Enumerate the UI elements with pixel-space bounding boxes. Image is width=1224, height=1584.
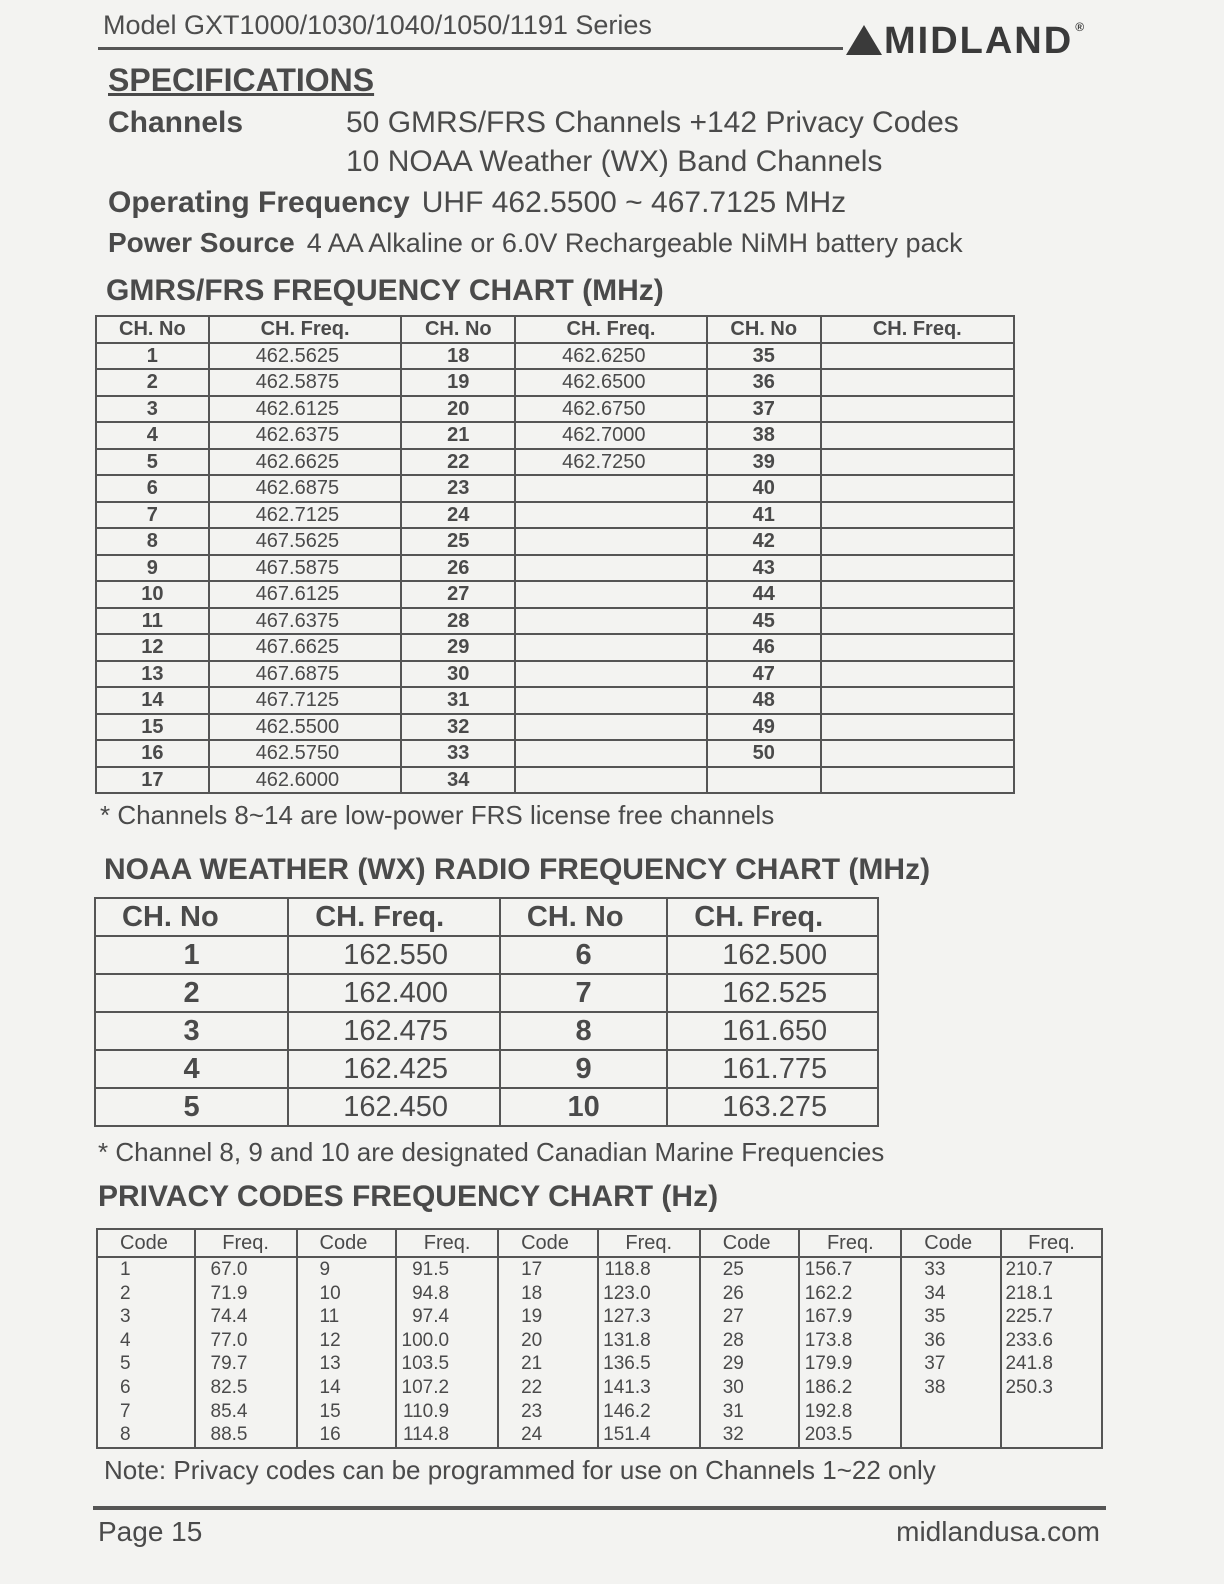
frequency-cell	[821, 369, 1014, 396]
frequency-cell: 162.475	[288, 1012, 500, 1050]
channel-cell: 31	[401, 687, 515, 714]
frequency-cell: 467.7125	[209, 687, 402, 714]
channel-cell: 9	[96, 555, 209, 582]
channel-cell: 40	[707, 475, 821, 502]
noaa-header-cell: CH. Freq.	[667, 898, 878, 936]
privacy-header-cell: Code	[901, 1229, 1001, 1257]
frequency-cell: 179.9	[799, 1352, 901, 1376]
channel-cell: 7	[97, 1400, 195, 1424]
channel-cell: 10	[96, 581, 209, 608]
channel-cell: 45	[707, 608, 821, 635]
channel-cell: 6	[97, 1376, 195, 1400]
frequency-cell	[515, 661, 707, 688]
gmrs-frequency-table	[95, 315, 1015, 794]
channel-cell: 30	[401, 661, 515, 688]
table-row	[95, 1088, 878, 1126]
frequency-cell: 82.5	[195, 1376, 297, 1400]
frequency-cell: 71.9	[195, 1282, 297, 1306]
frequency-cell	[515, 714, 707, 741]
frequency-cell	[821, 608, 1014, 635]
frequency-cell: 462.6750	[515, 396, 707, 423]
table-row	[96, 343, 1014, 370]
channel-cell: 33	[901, 1257, 1001, 1282]
channel-cell: 10	[500, 1088, 667, 1126]
channel-cell: 38	[901, 1376, 1001, 1400]
privacy-header-cell: Code	[700, 1229, 800, 1257]
power-source-value: 4 AA Alkaline or 6.0V Rechargeable NiMH battery pack	[306, 228, 963, 258]
frequency-cell: 91.5	[396, 1257, 498, 1282]
channel-cell: 21	[498, 1352, 598, 1376]
channel-cell: 42	[707, 528, 821, 555]
table-row	[97, 1305, 1102, 1329]
frequency-cell: 136.5	[598, 1352, 700, 1376]
channel-cell: 2	[95, 974, 288, 1012]
channel-cell: 16	[297, 1423, 397, 1448]
frequency-cell: 192.8	[799, 1400, 901, 1424]
channel-cell: 26	[700, 1282, 800, 1306]
channel-cell: 9	[297, 1257, 397, 1282]
channel-cell: 1	[96, 343, 209, 370]
noaa-footnote: * Channel 8, 9 and 10 are designated Canadian Marine Frequencies	[98, 1137, 885, 1167]
channel-cell: 22	[498, 1376, 598, 1400]
channel-cell: 12	[96, 634, 209, 661]
frequency-cell: 462.5625	[209, 343, 402, 370]
operating-frequency-row	[108, 186, 846, 220]
frequency-cell: 173.8	[799, 1329, 901, 1353]
frequency-cell: 462.6625	[209, 449, 402, 476]
table-row	[95, 936, 878, 974]
frequency-cell: 94.8	[396, 1282, 498, 1306]
table-row	[96, 634, 1014, 661]
channel-cell: 32	[700, 1423, 800, 1448]
frequency-cell: 162.500	[667, 936, 878, 974]
frequency-cell: 74.4	[195, 1305, 297, 1329]
frequency-cell: 167.9	[799, 1305, 901, 1329]
channel-cell: 3	[95, 1012, 288, 1050]
footer-rule	[93, 1506, 1106, 1510]
channel-cell: 12	[297, 1329, 397, 1353]
frequency-cell: 141.3	[598, 1376, 700, 1400]
noaa-chart-title: NOAA WEATHER (WX) RADIO FREQUENCY CHART (MHz)	[104, 853, 931, 886]
frequency-cell: 467.6125	[209, 581, 402, 608]
channel-cell: 25	[700, 1257, 800, 1282]
privacy-codes-table	[96, 1228, 1103, 1449]
channel-cell: 23	[401, 475, 515, 502]
privacy-chart-title: PRIVACY CODES FREQUENCY CHART (Hz)	[98, 1180, 719, 1213]
table-row	[97, 1376, 1102, 1400]
frequency-cell: 467.6375	[209, 608, 402, 635]
table-row	[95, 1012, 878, 1050]
channel-cell: 4	[96, 422, 209, 449]
privacy-header-cell: Freq.	[396, 1229, 498, 1257]
gmrs-header-cell: CH. Freq.	[209, 316, 402, 343]
channel-cell: 7	[96, 502, 209, 529]
channel-cell: 29	[401, 634, 515, 661]
table-row	[96, 502, 1014, 529]
frequency-cell	[515, 528, 707, 555]
frequency-cell: 462.6375	[209, 422, 402, 449]
frequency-cell	[1001, 1400, 1102, 1424]
table-row	[96, 475, 1014, 502]
frequency-cell: 123.0	[598, 1282, 700, 1306]
frequency-cell: 156.7	[799, 1257, 901, 1282]
channel-cell: 27	[401, 581, 515, 608]
channel-cell: 8	[500, 1012, 667, 1050]
page-number: Page 15	[98, 1516, 203, 1547]
frequency-cell	[515, 767, 707, 794]
frequency-cell: 233.6	[1001, 1329, 1102, 1353]
channels-label: Channels	[108, 106, 244, 139]
channel-cell: 29	[700, 1352, 800, 1376]
gmrs-chart-title: GMRS/FRS FREQUENCY CHART (MHz)	[106, 274, 664, 307]
table-row	[96, 767, 1014, 794]
channel-cell: 46	[707, 634, 821, 661]
channels-value-line1: 50 GMRS/FRS Channels +142 Privacy Codes	[346, 106, 959, 139]
frequency-cell: 218.1	[1001, 1282, 1102, 1306]
privacy-header-cell: Freq.	[598, 1229, 700, 1257]
frequency-cell	[821, 767, 1014, 794]
power-source-row	[108, 227, 963, 259]
table-row	[96, 555, 1014, 582]
frequency-cell: 85.4	[195, 1400, 297, 1424]
frequency-cell	[515, 581, 707, 608]
registered-mark: ®	[1075, 20, 1087, 34]
frequency-cell: 241.8	[1001, 1352, 1102, 1376]
frequency-cell: 110.9	[396, 1400, 498, 1424]
frequency-cell	[821, 422, 1014, 449]
channel-cell: 13	[96, 661, 209, 688]
privacy-note: Note: Privacy codes can be programmed for use on Channels 1~22 only	[104, 1455, 936, 1485]
channel-cell: 26	[401, 555, 515, 582]
channel-cell: 17	[96, 767, 209, 794]
channel-cell: 3	[96, 396, 209, 423]
channel-cell: 10	[297, 1282, 397, 1306]
table-row	[96, 422, 1014, 449]
channel-cell: 28	[700, 1329, 800, 1353]
privacy-header-cell: Freq.	[799, 1229, 901, 1257]
channel-cell: 14	[96, 687, 209, 714]
frequency-cell	[821, 740, 1014, 767]
frequency-cell: 250.3	[1001, 1376, 1102, 1400]
table-row	[97, 1257, 1102, 1282]
frequency-cell	[1001, 1423, 1102, 1448]
channel-cell: 8	[96, 528, 209, 555]
channel-cell: 15	[297, 1400, 397, 1424]
channel-cell: 2	[96, 369, 209, 396]
channel-cell: 33	[401, 740, 515, 767]
channel-cell: 14	[297, 1376, 397, 1400]
frequency-cell: 127.3	[598, 1305, 700, 1329]
channel-cell: 36	[707, 369, 821, 396]
frequency-cell: 79.7	[195, 1352, 297, 1376]
noaa-header-cell: CH. Freq.	[288, 898, 500, 936]
frequency-cell	[821, 555, 1014, 582]
channel-cell: 39	[707, 449, 821, 476]
frequency-cell: 462.6125	[209, 396, 402, 423]
channel-cell: 47	[707, 661, 821, 688]
channel-cell: 24	[498, 1423, 598, 1448]
channel-cell: 5	[96, 449, 209, 476]
noaa-header-row	[95, 898, 878, 936]
privacy-body	[97, 1257, 1102, 1448]
channel-cell: 22	[401, 449, 515, 476]
frequency-cell: 162.450	[288, 1088, 500, 1126]
channel-cell: 16	[96, 740, 209, 767]
table-row	[95, 1050, 878, 1088]
table-row	[96, 581, 1014, 608]
channel-cell: 5	[97, 1352, 195, 1376]
frequency-cell: 146.2	[598, 1400, 700, 1424]
frequency-cell	[821, 475, 1014, 502]
frequency-cell	[821, 528, 1014, 555]
table-row	[96, 449, 1014, 476]
frequency-cell	[515, 475, 707, 502]
frequency-cell: 462.7250	[515, 449, 707, 476]
table-row	[97, 1423, 1102, 1448]
channel-cell: 20	[401, 396, 515, 423]
channel-cell: 24	[401, 502, 515, 529]
frequency-cell	[821, 714, 1014, 741]
frequency-cell: 161.650	[667, 1012, 878, 1050]
frequency-cell	[515, 608, 707, 635]
channel-cell: 30	[700, 1376, 800, 1400]
frequency-cell	[821, 502, 1014, 529]
channel-cell	[707, 767, 821, 794]
frequency-cell	[515, 740, 707, 767]
channel-cell: 19	[498, 1305, 598, 1329]
frequency-cell: 462.6000	[209, 767, 402, 794]
frequency-cell	[821, 396, 1014, 423]
channel-cell: 6	[96, 475, 209, 502]
channel-cell: 6	[500, 936, 667, 974]
channel-cell: 11	[96, 608, 209, 635]
channel-cell: 36	[901, 1329, 1001, 1353]
table-row	[95, 974, 878, 1012]
frequency-cell: 203.5	[799, 1423, 901, 1448]
channel-cell: 34	[901, 1282, 1001, 1306]
frequency-cell: 210.7	[1001, 1257, 1102, 1282]
channel-cell: 43	[707, 555, 821, 582]
frequency-cell: 107.2	[396, 1376, 498, 1400]
frequency-cell: 118.8	[598, 1257, 700, 1282]
gmrs-footnote: * Channels 8~14 are low-power FRS license free channels	[100, 800, 775, 830]
channel-cell	[901, 1400, 1001, 1424]
channel-cell: 1	[95, 936, 288, 974]
channel-cell: 28	[401, 608, 515, 635]
frequency-cell	[515, 555, 707, 582]
frequency-cell: 467.5625	[209, 528, 402, 555]
channel-cell: 19	[401, 369, 515, 396]
table-row	[97, 1282, 1102, 1306]
channel-cell: 35	[707, 343, 821, 370]
frequency-cell: 467.6625	[209, 634, 402, 661]
privacy-header-row	[97, 1229, 1102, 1257]
channel-cell: 49	[707, 714, 821, 741]
channel-cell: 41	[707, 502, 821, 529]
channel-cell: 4	[97, 1329, 195, 1353]
channel-cell: 5	[95, 1088, 288, 1126]
frequency-cell: 88.5	[195, 1423, 297, 1448]
frequency-cell: 100.0	[396, 1329, 498, 1353]
operating-frequency-label: Operating Frequency	[108, 186, 410, 219]
table-row	[96, 396, 1014, 423]
frequency-cell: 162.2	[799, 1282, 901, 1306]
channel-cell: 25	[401, 528, 515, 555]
channel-cell: 32	[401, 714, 515, 741]
table-row	[96, 608, 1014, 635]
channel-cell: 34	[401, 767, 515, 794]
gmrs-header-cell: CH. No	[96, 316, 209, 343]
frequency-cell: 186.2	[799, 1376, 901, 1400]
frequency-cell	[515, 687, 707, 714]
channel-cell: 18	[401, 343, 515, 370]
midland-logo	[846, 20, 1086, 63]
table-row	[96, 528, 1014, 555]
frequency-cell: 67.0	[195, 1257, 297, 1282]
channel-cell: 15	[96, 714, 209, 741]
frequency-cell: 162.550	[288, 936, 500, 974]
channel-cell: 20	[498, 1329, 598, 1353]
channel-cell: 44	[707, 581, 821, 608]
table-row	[96, 661, 1014, 688]
channel-cell: 37	[901, 1352, 1001, 1376]
privacy-header-cell: Code	[498, 1229, 598, 1257]
channel-cell: 50	[707, 740, 821, 767]
frequency-cell: 462.5500	[209, 714, 402, 741]
frequency-cell	[821, 343, 1014, 370]
specifications-heading: SPECIFICATIONS	[108, 62, 375, 98]
frequency-cell: 163.275	[667, 1088, 878, 1126]
channel-cell: 3	[97, 1305, 195, 1329]
gmrs-header-cell: CH. No	[401, 316, 515, 343]
frequency-cell: 114.8	[396, 1423, 498, 1448]
table-row	[97, 1352, 1102, 1376]
frequency-cell: 462.5750	[209, 740, 402, 767]
table-row	[96, 369, 1014, 396]
frequency-cell	[821, 661, 1014, 688]
frequency-cell: 162.400	[288, 974, 500, 1012]
frequency-cell: 103.5	[396, 1352, 498, 1376]
channel-cell: 23	[498, 1400, 598, 1424]
website-url: midlandusa.com	[896, 1516, 1100, 1547]
channel-cell: 17	[498, 1257, 598, 1282]
channel-cell: 9	[500, 1050, 667, 1088]
table-row	[96, 687, 1014, 714]
privacy-header-cell: Code	[297, 1229, 397, 1257]
table-row	[96, 740, 1014, 767]
channel-cell: 37	[707, 396, 821, 423]
channel-cell: 7	[500, 974, 667, 1012]
power-source-label: Power Source	[108, 227, 295, 258]
frequency-cell: 467.5875	[209, 555, 402, 582]
gmrs-header-row	[96, 316, 1014, 343]
frequency-cell	[515, 634, 707, 661]
header-rule	[98, 47, 843, 50]
frequency-cell: 462.6500	[515, 369, 707, 396]
noaa-header-cell: CH. No	[500, 898, 667, 936]
gmrs-body	[96, 343, 1014, 794]
channels-value-line2: 10 NOAA Weather (WX) Band Channels	[346, 145, 883, 178]
table-row	[96, 714, 1014, 741]
frequency-cell	[821, 687, 1014, 714]
frequency-cell	[821, 449, 1014, 476]
table-row	[97, 1329, 1102, 1353]
channel-cell: 31	[700, 1400, 800, 1424]
privacy-header-cell: Freq.	[195, 1229, 297, 1257]
gmrs-header-cell: CH. Freq.	[515, 316, 707, 343]
frequency-cell: 462.6250	[515, 343, 707, 370]
frequency-cell: 462.7125	[209, 502, 402, 529]
gmrs-header-cell: CH. No	[707, 316, 821, 343]
gmrs-header-cell: CH. Freq.	[821, 316, 1014, 343]
frequency-cell	[515, 502, 707, 529]
noaa-header-cell: CH. No	[95, 898, 288, 936]
channel-cell: 35	[901, 1305, 1001, 1329]
channel-cell: 18	[498, 1282, 598, 1306]
midland-logo-icon	[846, 25, 882, 55]
channel-cell	[901, 1423, 1001, 1448]
frequency-cell: 161.775	[667, 1050, 878, 1088]
noaa-frequency-table	[94, 897, 879, 1127]
noaa-body	[95, 936, 878, 1126]
header-title: Model GXT1000/1030/1040/1050/1191 Series	[103, 10, 652, 40]
channel-cell: 2	[97, 1282, 195, 1306]
frequency-cell: 162.525	[667, 974, 878, 1012]
brand-name: MIDLAND	[884, 20, 1074, 62]
frequency-cell: 225.7	[1001, 1305, 1102, 1329]
channel-cell: 27	[700, 1305, 800, 1329]
frequency-cell: 97.4	[396, 1305, 498, 1329]
channel-cell: 11	[297, 1305, 397, 1329]
frequency-cell: 462.5875	[209, 369, 402, 396]
channel-cell: 1	[97, 1257, 195, 1282]
frequency-cell	[821, 581, 1014, 608]
privacy-header-cell: Code	[97, 1229, 195, 1257]
frequency-cell: 462.7000	[515, 422, 707, 449]
channel-cell: 4	[95, 1050, 288, 1088]
channel-cell: 48	[707, 687, 821, 714]
channel-cell: 8	[97, 1423, 195, 1448]
frequency-cell: 467.6875	[209, 661, 402, 688]
frequency-cell: 162.425	[288, 1050, 500, 1088]
table-row	[97, 1400, 1102, 1424]
channel-cell: 13	[297, 1352, 397, 1376]
channel-cell: 38	[707, 422, 821, 449]
channel-cell: 21	[401, 422, 515, 449]
frequency-cell: 77.0	[195, 1329, 297, 1353]
frequency-cell: 151.4	[598, 1423, 700, 1448]
privacy-header-cell: Freq.	[1001, 1229, 1102, 1257]
operating-frequency-value: UHF 462.5500 ~ 467.7125 MHz	[421, 186, 847, 219]
frequency-cell: 462.6875	[209, 475, 402, 502]
frequency-cell	[821, 634, 1014, 661]
frequency-cell: 131.8	[598, 1329, 700, 1353]
